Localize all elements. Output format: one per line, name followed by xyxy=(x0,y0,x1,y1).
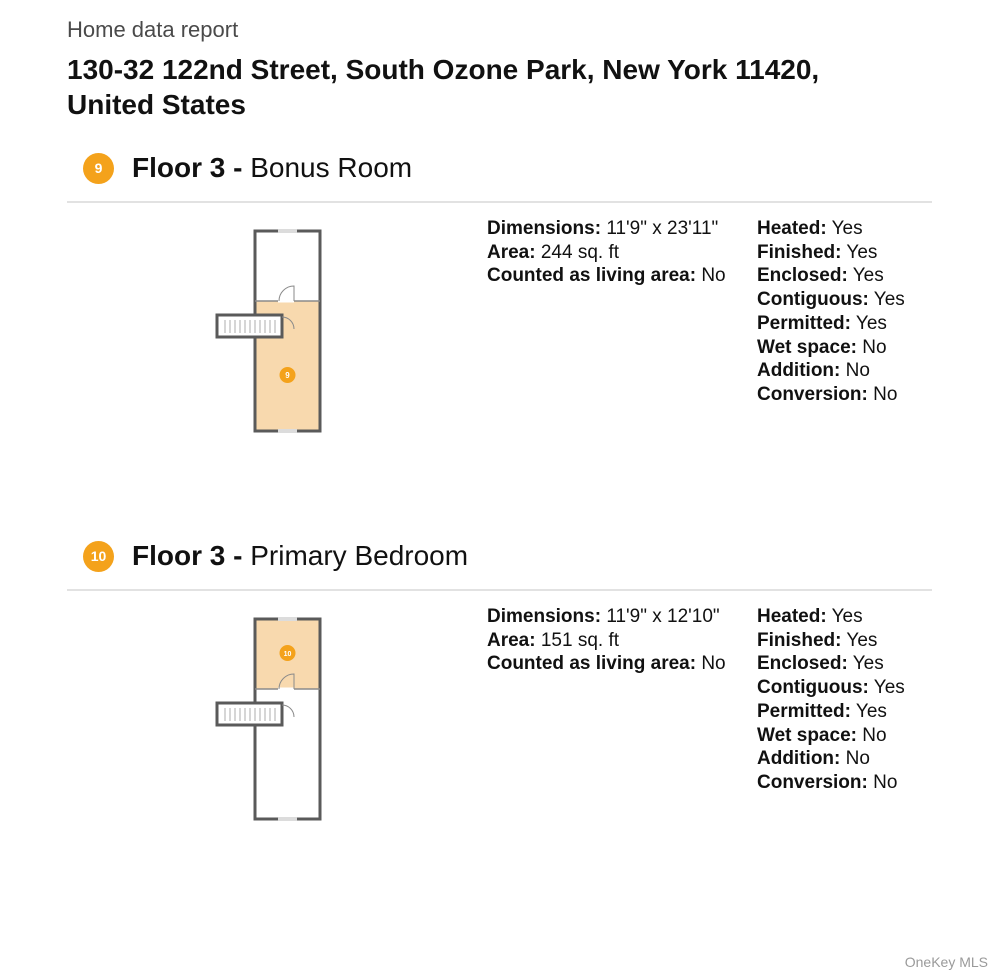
door-gap xyxy=(278,300,294,303)
floor-plan-diagram xyxy=(210,609,330,824)
prop-value: 151 sq. ft xyxy=(540,629,620,651)
prop-label: Heated: xyxy=(757,218,827,239)
permitted-row xyxy=(757,700,905,724)
plan-marker-label: 9 xyxy=(285,371,290,380)
finished-row xyxy=(757,629,905,653)
stair-landing xyxy=(217,315,282,337)
room-number-badge: 10 xyxy=(83,541,114,572)
prop-label: Wet space: xyxy=(757,724,857,746)
prop-label: Wet space: xyxy=(757,336,857,358)
prop-value: No xyxy=(873,771,898,793)
prop-value: Yes xyxy=(855,312,887,334)
enclosed-row xyxy=(757,652,905,676)
prop-value: Yes xyxy=(855,700,887,722)
permitted-row xyxy=(757,312,905,336)
floor-label: Floor 3 xyxy=(132,540,226,571)
wet-space-row xyxy=(757,336,905,360)
living-area-row xyxy=(487,264,726,288)
prop-label: Conversion: xyxy=(757,383,868,405)
prop-value: No xyxy=(845,748,870,770)
prop-value: Yes xyxy=(831,606,863,627)
conversion-row xyxy=(757,383,905,407)
contiguous-row xyxy=(757,288,905,312)
prop-label: Permitted: xyxy=(757,312,851,334)
prop-label: Permitted: xyxy=(757,700,851,722)
room-number-badge: 9 xyxy=(83,153,114,184)
area-row xyxy=(487,629,726,653)
prop-value: No xyxy=(873,383,898,405)
prop-value: Yes xyxy=(831,218,863,239)
prop-label: Counted as living area: xyxy=(487,265,697,287)
wet-space-row xyxy=(757,724,905,748)
prop-label: Conversion: xyxy=(757,771,868,793)
room-heading xyxy=(83,539,468,573)
room-attributes xyxy=(757,217,905,407)
finished-row xyxy=(757,241,905,265)
prop-label: Finished: xyxy=(757,241,842,263)
room-section xyxy=(0,151,1000,451)
conversion-row xyxy=(757,771,905,795)
heated-row xyxy=(757,217,905,241)
room-section xyxy=(0,539,1000,839)
room-attributes xyxy=(757,605,905,795)
prop-label: Enclosed: xyxy=(757,653,848,675)
dimensions-row xyxy=(487,217,726,241)
prop-label: Heated: xyxy=(757,606,827,627)
prop-label: Dimensions: xyxy=(487,606,602,627)
prop-label: Contiguous: xyxy=(757,289,869,311)
report-subtitle: Home data report xyxy=(67,17,239,42)
prop-label: Area: xyxy=(487,629,536,651)
title-separator: - xyxy=(233,152,243,183)
stair-landing xyxy=(217,703,282,725)
prop-value: Yes xyxy=(852,265,884,287)
prop-value: Yes xyxy=(846,629,878,651)
living-area-row xyxy=(487,652,726,676)
prop-label: Counted as living area: xyxy=(487,653,697,675)
prop-label: Enclosed: xyxy=(757,265,848,287)
prop-label: Area: xyxy=(487,241,536,263)
prop-value: Yes xyxy=(852,653,884,675)
prop-value: No xyxy=(862,724,887,746)
addition-row xyxy=(757,359,905,383)
door-swing xyxy=(279,286,294,301)
addition-row xyxy=(757,747,905,771)
mls-watermark: OneKey MLS xyxy=(904,954,988,970)
plan-marker-label: 10 xyxy=(283,651,292,658)
dimensions-row xyxy=(487,605,726,629)
prop-value: 11'9" x 23'11" xyxy=(606,218,719,239)
stair-door-swing xyxy=(282,705,294,717)
floor-label: Floor 3 xyxy=(132,152,226,183)
floor-plan-diagram xyxy=(210,221,330,436)
room-measurements xyxy=(487,605,726,676)
prop-label: Contiguous: xyxy=(757,677,869,699)
prop-value: No xyxy=(862,336,887,358)
prop-value: Yes xyxy=(873,289,905,311)
room-heading xyxy=(83,151,412,185)
room-name: Bonus Room xyxy=(250,152,413,183)
heated-row xyxy=(757,605,905,629)
section-divider xyxy=(67,589,932,591)
title-separator: - xyxy=(233,540,243,571)
prop-label: Addition: xyxy=(757,748,841,770)
room-title xyxy=(132,540,468,572)
prop-value: Yes xyxy=(846,241,878,263)
area-row xyxy=(487,241,726,265)
enclosed-row xyxy=(757,264,905,288)
prop-label: Addition: xyxy=(757,360,841,382)
prop-value: No xyxy=(845,360,870,382)
prop-value: 244 sq. ft xyxy=(540,241,620,263)
prop-value: No xyxy=(701,653,726,675)
prop-label: Finished: xyxy=(757,629,842,651)
room-name: Primary Bedroom xyxy=(250,540,469,571)
prop-label: Dimensions: xyxy=(487,218,602,239)
prop-value: Yes xyxy=(873,677,905,699)
room-measurements xyxy=(487,217,726,288)
door-gap xyxy=(278,688,294,691)
property-address: 130-32 122nd Street, South Ozone Park, New York 11420, United States xyxy=(67,54,820,120)
contiguous-row xyxy=(757,676,905,700)
prop-value: No xyxy=(701,265,726,287)
prop-value: 11'9" x 12'10" xyxy=(606,606,720,627)
section-divider xyxy=(67,201,932,203)
room-title xyxy=(132,152,412,184)
